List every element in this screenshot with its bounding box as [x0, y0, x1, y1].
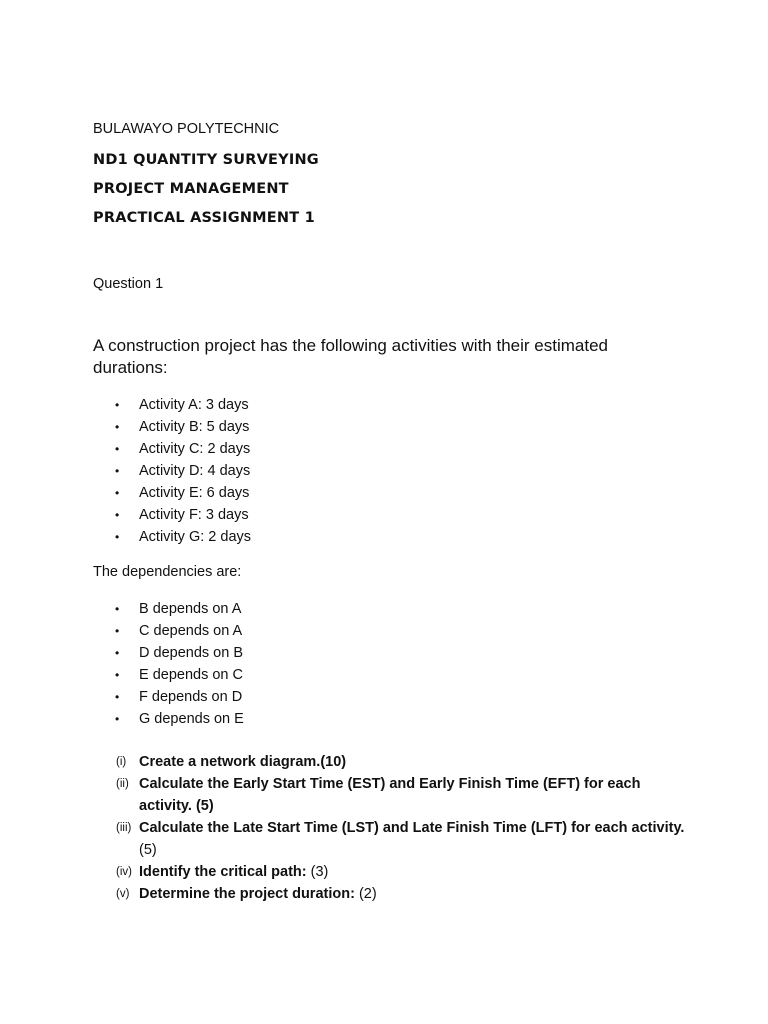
- activity-item-text: Activity F: 3 days: [139, 507, 249, 523]
- dependency-item-text: C depends on A: [139, 623, 243, 639]
- dependencies-intro: The dependencies are:: [93, 564, 242, 580]
- assignment-title: PRACTICAL ASSIGNMENT 1: [93, 210, 315, 226]
- bullet-icon: •: [115, 602, 120, 616]
- task-number: (iii): [116, 822, 132, 834]
- activity-item: [93, 394, 251, 416]
- activity-item-text: Activity G: 2 days: [139, 529, 252, 545]
- bullet-icon: •: [115, 646, 120, 660]
- activity-item: [93, 526, 251, 548]
- task-marks: (5): [139, 842, 157, 858]
- bullet-icon: •: [115, 442, 120, 456]
- task-instruction: Calculate the Early Start Time (EST) and Early Finish Time (EFT) for each activity. (5): [139, 776, 641, 814]
- question-intro: A construction project has the following activities with their estimated durations:: [93, 336, 608, 377]
- dependencies-list: [93, 598, 244, 730]
- task-item: [93, 751, 693, 773]
- activity-item-text: Activity D: 4 days: [139, 463, 251, 479]
- institution-name: BULAWAYO POLYTECHNIC: [93, 121, 280, 137]
- bullet-icon: •: [115, 464, 120, 478]
- dependency-item: [93, 686, 244, 708]
- activity-item: [93, 482, 251, 504]
- activity-item: [93, 438, 251, 460]
- activity-item-text: Activity A: 3 days: [139, 397, 249, 413]
- activity-item: [93, 460, 251, 482]
- task-number: (ii): [116, 778, 129, 790]
- subject-title: PROJECT MANAGEMENT: [93, 181, 289, 197]
- dependency-item-text: D depends on B: [139, 645, 243, 661]
- dependency-item-text: E depends on C: [139, 667, 243, 683]
- dependency-item: [93, 620, 244, 642]
- task-number: (v): [116, 888, 130, 900]
- dependency-item: [93, 708, 244, 730]
- dependency-item: [93, 664, 244, 686]
- bullet-icon: •: [115, 668, 120, 682]
- dependency-item-text: G depends on E: [139, 711, 244, 727]
- task-instruction: Determine the project duration:: [139, 886, 355, 902]
- task-item: [93, 883, 693, 905]
- bullet-icon: •: [115, 530, 120, 544]
- task-marks: (3): [306, 864, 329, 880]
- task-instruction: Calculate the Late Start Time (LST) and Late Finish Time (LFT) for each activity.: [139, 820, 685, 836]
- task-item: [93, 817, 693, 861]
- activities-list: [93, 394, 251, 548]
- task-number: (i): [116, 756, 127, 768]
- dependency-item-text: F depends on D: [139, 689, 243, 705]
- activity-item: [93, 504, 251, 526]
- task-instruction: Identify the critical path:: [139, 864, 307, 880]
- bullet-icon: •: [115, 712, 120, 726]
- dependency-item: [93, 642, 244, 664]
- bullet-icon: •: [115, 420, 120, 434]
- bullet-icon: •: [115, 690, 120, 704]
- task-item: [93, 861, 693, 883]
- activity-item-text: Activity B: 5 days: [139, 419, 250, 435]
- course-title: ND1 QUANTITY SURVEYING: [93, 152, 319, 168]
- question-label: Question 1: [93, 276, 164, 292]
- bullet-icon: •: [115, 398, 120, 412]
- bullet-icon: •: [115, 624, 120, 638]
- activity-item: [93, 416, 251, 438]
- task-item: [93, 773, 693, 817]
- task-marks: (2): [354, 886, 377, 902]
- dependency-item-text: B depends on A: [139, 601, 242, 617]
- bullet-icon: •: [115, 508, 120, 522]
- tasks-list: [93, 751, 693, 905]
- activity-item-text: Activity C: 2 days: [139, 441, 251, 457]
- bullet-icon: •: [115, 486, 120, 500]
- task-instruction: Create a network diagram.(10): [139, 754, 347, 770]
- dependency-item: [93, 598, 244, 620]
- activity-item-text: Activity E: 6 days: [139, 485, 250, 501]
- task-number: (iv): [116, 866, 132, 878]
